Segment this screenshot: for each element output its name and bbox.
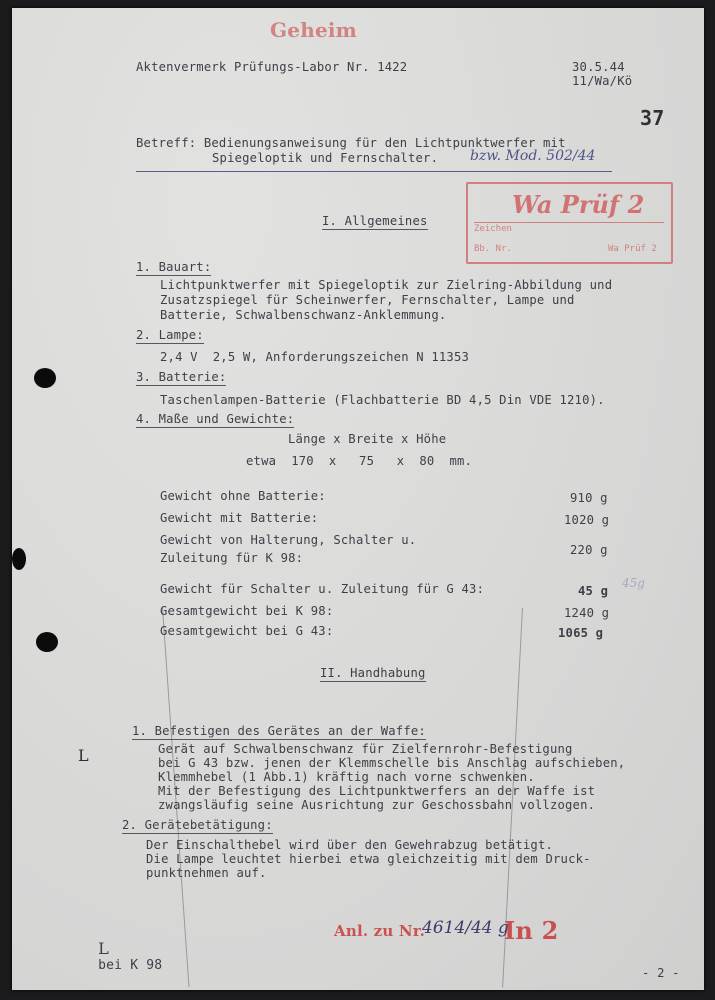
item-batterie-line: Taschenlampen-Batterie (Flachbatterie BD 4,5 Din VDE 1210). — [160, 393, 605, 407]
weight-label: Gewicht mit Batterie: — [160, 511, 319, 525]
classification-mark: Geheim — [270, 18, 358, 42]
page-number: 37 — [640, 106, 665, 130]
stamp-bottom-right: Wa Prüf 2 — [608, 244, 657, 254]
office-mark: In 2 — [504, 916, 559, 945]
weight-value: 1065 g — [558, 626, 604, 640]
item-befestigen-label: 1. Befestigen des Gerätes an der Waffe: — [132, 724, 426, 738]
dimensions-values: etwa 170 x 75 x 80 mm. — [246, 454, 473, 468]
item-betaetigung-line: Die Lampe leuchtet hierbei etwa gleichzeitig mit dem Druck- — [146, 852, 591, 866]
item-befestigen-line: Gerät auf Schwalbenschwanz für Zielfernrohr-Befestigung — [158, 742, 573, 756]
item-bauart-line: Lichtpunktwerfer mit Spiegeloptik zur Zielring-Abbildung und — [160, 278, 613, 292]
weight-label: Gewicht für Schalter u. Zuleitung für G 43: — [160, 582, 485, 596]
weight-value: 45 g — [578, 584, 609, 598]
office-stamp — [466, 182, 673, 264]
stamp-bottom-left: Bb. Nr. — [474, 244, 512, 254]
weight-value: 910 g — [570, 491, 608, 505]
weight-label: Gesamtgewicht bei K 98: — [160, 604, 334, 618]
weight-label-cont: Zuleitung für K 98: — [160, 551, 304, 565]
weight-label: Gesamtgewicht bei G 43: — [160, 624, 334, 638]
subject-line-1: Betreff: Bedienungsanweisung für den Lichtpunktwerfer mit — [136, 136, 566, 150]
memo-title: Aktenvermerk Prüfungs-Labor Nr. 1422 — [136, 60, 408, 74]
document-page — [12, 8, 704, 990]
item-befestigen-line: zwangsläufig seine Ausrichtung zur Geschossbahn vollzogen. — [158, 798, 596, 812]
item-betaetigung-line: punktnehmen auf. — [146, 866, 267, 880]
section-heading-handhabung: II. Handhabung — [320, 666, 426, 680]
item-bauart-label: 1. Bauart: — [136, 260, 212, 274]
weight-value: 1240 g — [564, 606, 610, 620]
subject-handwritten-note: bzw. Mod. 502/44 — [470, 148, 596, 164]
punch-hole-lower — [36, 632, 58, 652]
footer-page: - 2 - — [642, 966, 680, 980]
footer-bei-k98 — [66, 924, 162, 988]
punch-hole-upper — [34, 368, 56, 388]
memo-ref-code: 11/Wa/Kö — [572, 74, 633, 88]
subject-line-2: Spiegeloptik und Fernschalter. — [212, 151, 439, 165]
item-befestigen-line: Mit der Befestigung des Lichtpunktwerfers an der Waffe ist — [158, 784, 596, 798]
weight-value: 1020 g — [564, 513, 610, 527]
footer-bei-k98-text: bei K 98 — [98, 958, 163, 973]
item-befestigen-line: bei G 43 bzw. jenen der Klemmschelle bis Anschlag aufschieben, — [158, 756, 626, 770]
weight-handwritten-note: 45g — [622, 576, 645, 590]
stamp-title: Wa Prüf 2 — [512, 190, 645, 219]
item-batterie-label: 3. Batterie: — [136, 370, 227, 384]
memo-date: 30.5.44 — [572, 60, 625, 74]
punch-hole-torn — [12, 548, 26, 570]
item-bauart-line: Batterie, Schwalbenschwanz-Anklemmung. — [160, 308, 447, 322]
weight-label: Gewicht von Halterung, Schalter u. — [160, 533, 417, 547]
item-bauart-line: Zusatzspiegel für Scheinwerfer, Fernschalter, Lampe und — [160, 293, 575, 307]
item-betaetigung-label: 2. Gerätebetätigung: — [122, 818, 273, 832]
weight-value: 220 g — [570, 543, 608, 557]
dimensions-header: Länge x Breite x Höhe — [288, 432, 447, 446]
item-lampe-label: 2. Lampe: — [136, 328, 204, 342]
section-heading-allgemeines: I. Allgemeines — [322, 214, 428, 228]
stamp-top-left: Zeichen — [474, 224, 512, 234]
weight-label: Gewicht ohne Batterie: — [160, 489, 326, 503]
footer-margin-mark: L — [98, 939, 109, 958]
margin-mark: L — [78, 746, 89, 765]
item-masse-label: 4. Maße und Gewichte: — [136, 412, 295, 426]
item-lampe-line: 2,4 V 2,5 W, Anforderungszeichen N 11353 — [160, 350, 470, 364]
item-betaetigung-line: Der Einschalthebel wird über den Gewehrabzug betätigt. — [146, 838, 554, 852]
annex-number: 4614/44 g — [422, 918, 509, 938]
subject-underline — [136, 171, 612, 172]
item-befestigen-line: Klemmhebel (1 Abb.1) kräftig nach vorne schwenken. — [158, 770, 535, 784]
annex-prefix: Anl. zu Nr. — [334, 922, 425, 940]
